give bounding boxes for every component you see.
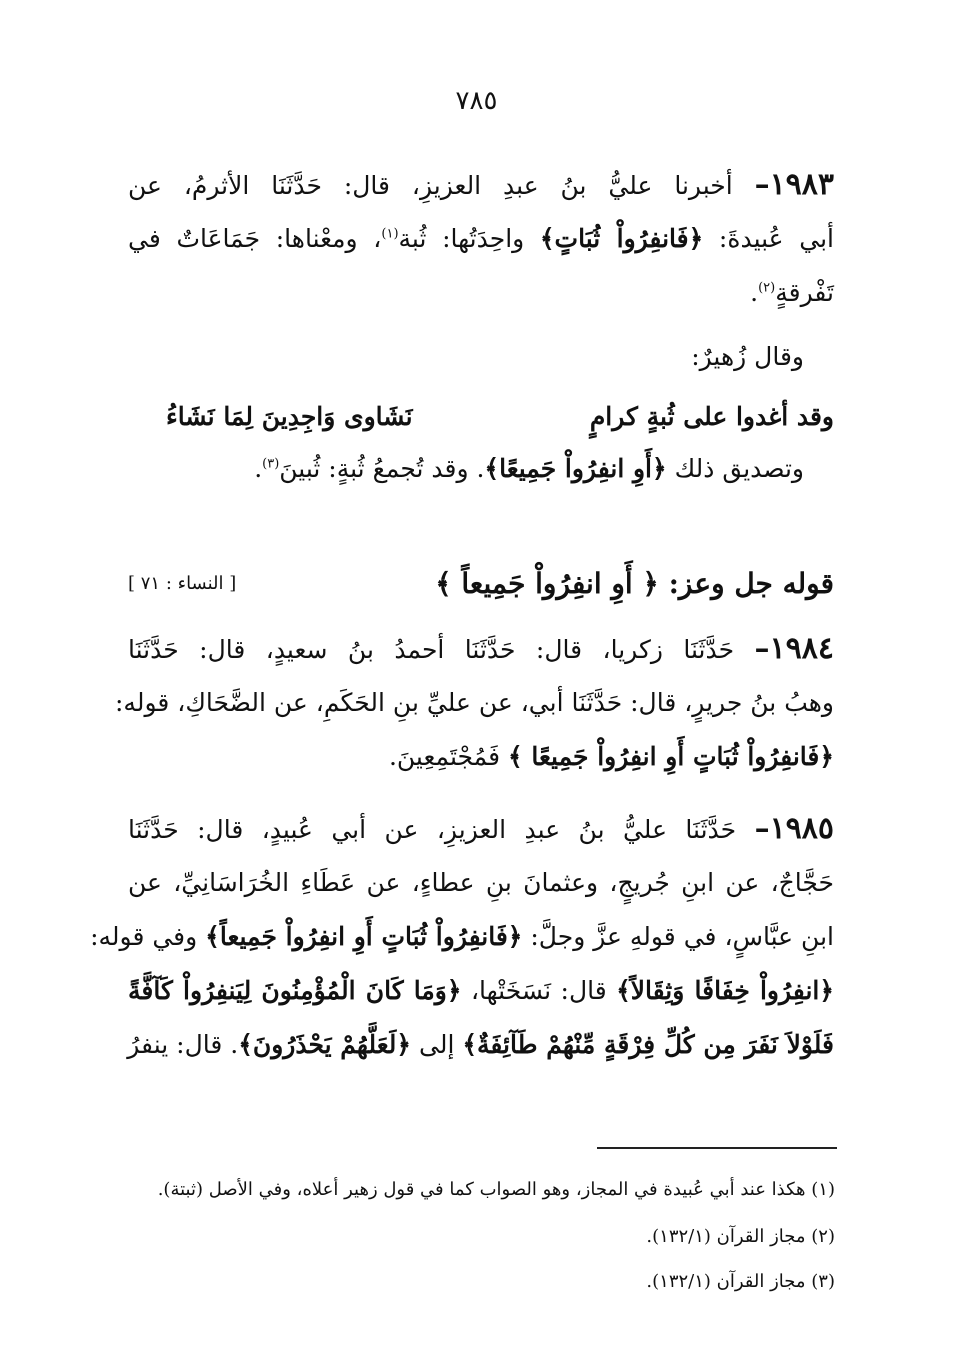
entry-1985-line-5 — [128, 1020, 834, 1070]
entry-1984-line-3 — [128, 732, 834, 782]
poetry-verse — [128, 392, 834, 442]
footnote-3: (٣) مجاز القرآن (١٣٢/١). — [646, 1271, 835, 1292]
entry-text: وتصديق ذلك — [666, 454, 804, 483]
entry-text: إلى — [411, 1030, 463, 1059]
entry-1984-line-1 — [128, 624, 834, 674]
entry-text: واحِدَتُها: ثُبة — [398, 224, 540, 253]
entry-text: . — [254, 454, 263, 483]
entry-text: . — [750, 278, 759, 307]
hadith-number: ١٩٨٥– — [754, 811, 835, 846]
quran-quote: ﴿فَانفِرُواْ ثُبَاتٍ أَوِ انفِرُواْ جَمِيعًا ﴾ — [508, 742, 834, 771]
confirmation-line — [128, 444, 804, 494]
entry-1984 — [115, 624, 834, 784]
quran-quote: ﴿أَوِ انفِرُواْ جَمِيعًا﴾ — [484, 454, 667, 483]
entry-text: وهبُ بنُ جريرٍ، قال: حَدَّثَنَا أبي، عن عليِّ بنِ الحَكَمِ، عن الضَّحَاكِ، قوله: — [115, 688, 834, 717]
entry-1985-line-1 — [128, 804, 834, 854]
verse-second-hemistich: نَشَاوى وَاجِدِينَ لِمَا نَشَاءُ — [166, 402, 413, 431]
quran-quote: ﴿انفِرُواْ خِفَافًا وَثِقَالاً﴾ — [616, 976, 834, 1005]
entry-text: ابنِ عبَّاسٍ، في قولهِ عزَّ وجلَّ: — [522, 922, 834, 951]
quran-quote: فَلَوْلاَ نَفَرَ مِن كُلِّ فِرْقَةٍ مِّنْهُمْ طَآئِفَةٌ﴾ — [462, 1030, 834, 1059]
entry-text: تَفْرقةٍ — [775, 278, 834, 307]
entry-text: قال: نَسَخَتْها، — [461, 976, 617, 1005]
entry-text: أبي عُبيدةَ: — [703, 224, 834, 253]
entry-1985-line-3 — [90, 912, 834, 962]
entry-1983-line-2 — [128, 214, 834, 264]
surah-reference: [ النساء : ٧١ ] — [128, 573, 237, 594]
entry-1983 — [128, 160, 834, 490]
hadith-number: ١٩٨٣– — [754, 167, 835, 202]
entry-text: . قال: ينفرُ — [127, 1030, 239, 1059]
quran-quote: ﴿لَعَلَّهُمْ يَحْذَرُونَ﴾ — [238, 1030, 412, 1059]
footnote-1: (١) هكذا عند أبي عُبيدة في المجاز، وهو الصواب كما في قول زهير أعلاه، وفي الأصل (ثبتة). — [157, 1179, 835, 1200]
entry-text: . وقد تُجمعُ ثُبةٍ: ثُبينَ — [279, 454, 485, 483]
poet-intro — [128, 332, 804, 382]
section-heading-row — [128, 557, 834, 611]
quran-quote: ﴿وَمَا كَانَ الْمُؤْمِنُونَ لِيَنفِرُواْ كَآفَّةً — [128, 976, 462, 1005]
quran-quote: ﴿فَانفِرُواْ ثُبَاتٍ﴾ — [539, 224, 704, 253]
footnote-2: (٢) مجاز القرآن (١٣٢/١). — [646, 1226, 835, 1247]
entry-1984-line-2 — [115, 678, 834, 728]
entry-1985 — [90, 804, 835, 1104]
footnote-ref-3: (٣) — [262, 456, 280, 472]
entry-1983-line-3 — [128, 268, 834, 318]
entry-text: أخبرنا عليُّ بنُ عبدِ العزيزِ، قال: حَدَّثَنَا الأثرمُ، عن — [128, 171, 733, 200]
entry-1983-line-1 — [128, 160, 834, 210]
entry-text: وقال زُهيرٌ: — [691, 342, 804, 371]
verse-first-hemistich: وقد أغدوا على ثُبةٍ كرامٍ — [589, 402, 834, 431]
page-number: ٧٨٥ — [455, 86, 498, 116]
entry-text: حَدَّثَنَا زكريا، قال: حَدَّثَنَا أحمدُ بنُ سعيدٍ، قال: حَدَّثَنَا — [128, 635, 735, 664]
quran-quote: ﴿فَانفِرُواْ ثُبَاتٍ أَوِ انفِرُواْ جَمِيعاً﴾ — [205, 922, 523, 951]
footnote-divider — [597, 1147, 837, 1149]
entry-text: حَدَّثَنَا عليُّ بنُ عبدِ العزيزِ، عن أبي عُبيدٍ، قال: حَدَّثَنَا — [128, 815, 737, 844]
footnote-ref-2: (٢) — [758, 280, 776, 296]
entry-text: وفي قوله: — [90, 922, 206, 951]
section-title: قوله جل وعز: ﴿ أَوِ انفِرُواْ جَمِيعاً ﴾ — [435, 567, 834, 600]
entry-text: ، ومعْناها: جَمَاعَاتٌ في — [128, 224, 382, 253]
entry-1985-line-2 — [128, 858, 834, 908]
entry-text: فَمُجْتَمِعِينَ. — [388, 742, 509, 771]
entry-text: حَجَّاجٌ، عن ابنِ جُريجٍ، وعثمانَ بنِ عطاءٍ، عن عَطَاءِ الخُرَاسَانِيِّ، عن — [128, 868, 834, 897]
section-heading — [128, 557, 834, 611]
footnote-ref-1: (١) — [381, 226, 399, 242]
hadith-number: ١٩٨٤– — [754, 631, 834, 666]
entry-1985-line-4 — [128, 966, 834, 1016]
